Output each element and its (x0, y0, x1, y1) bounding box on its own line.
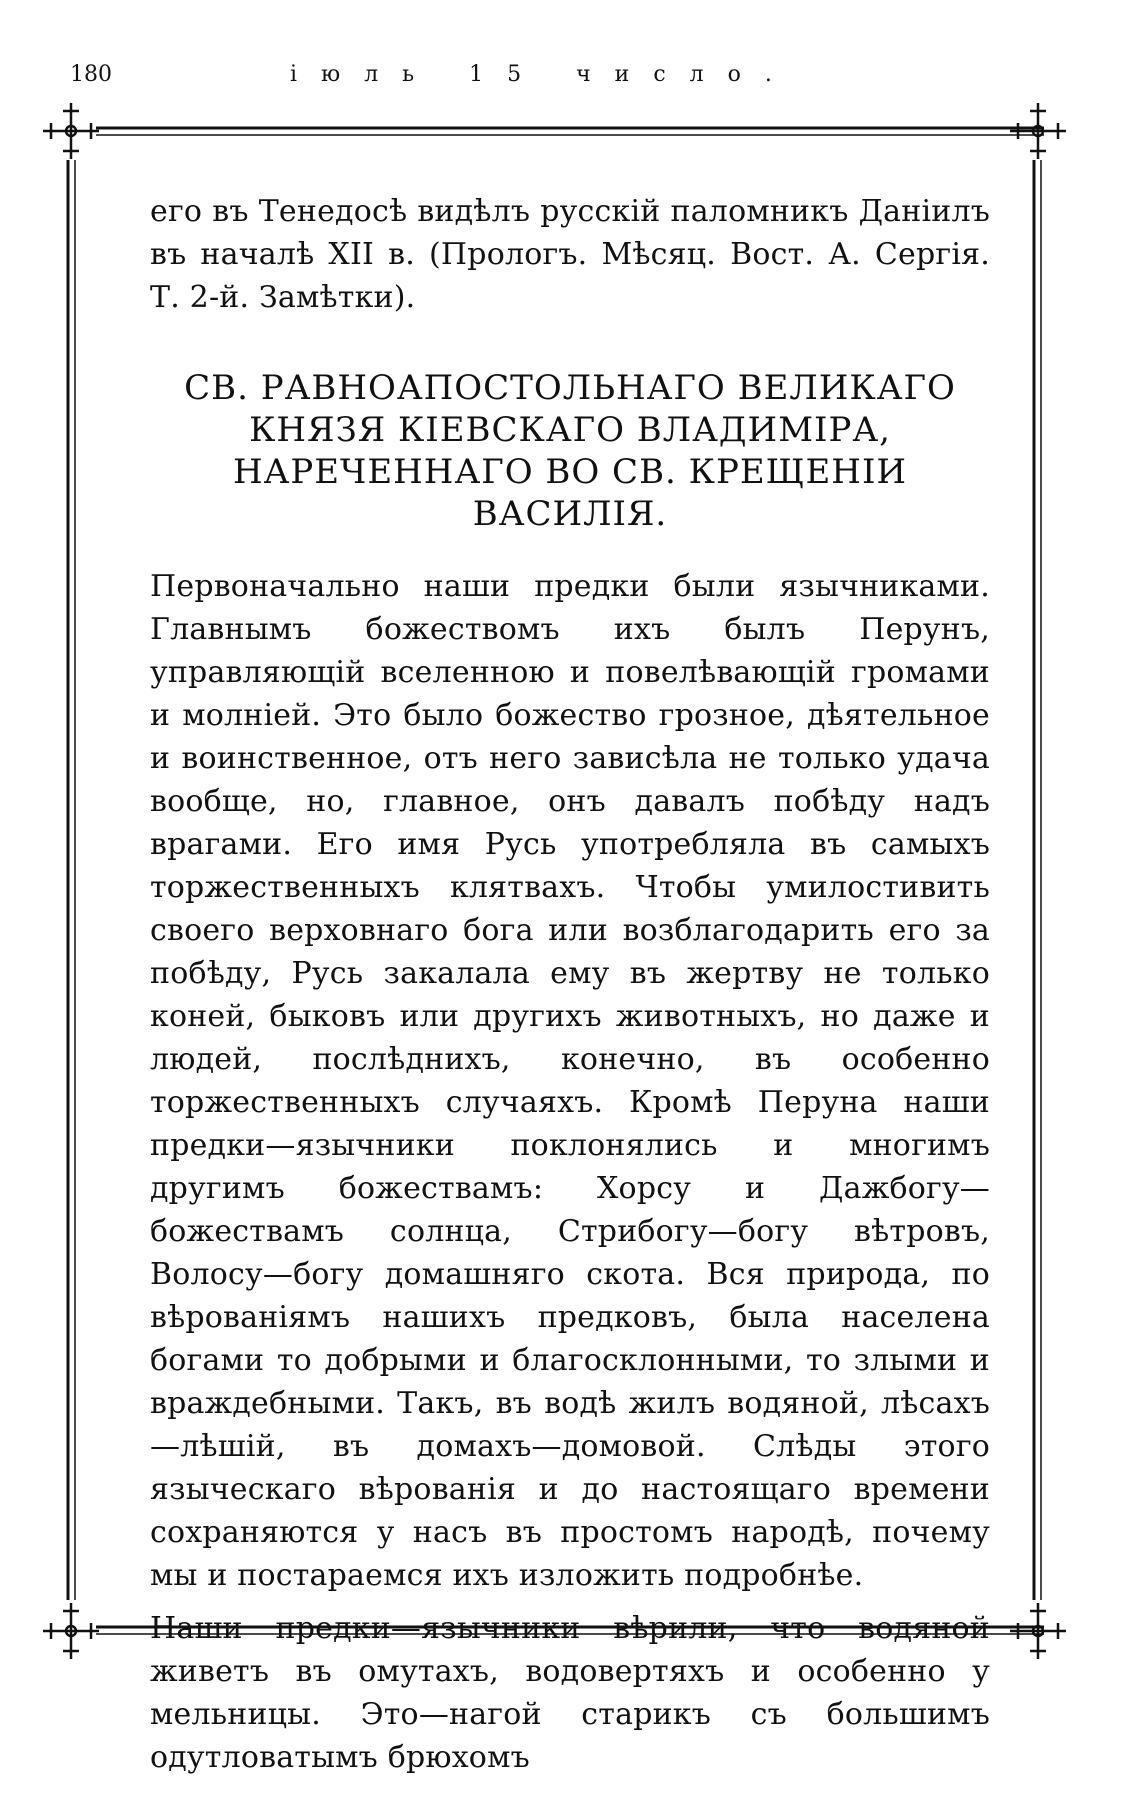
cross-ornament-icon (1010, 103, 1066, 159)
continued-paragraph: его въ Тенедосѣ видѣлъ русскій паломникъ Даніилъ въ началѣ XII в. (Прологъ. Мѣсяц. Вост. А. Сергія. Т. 2-й. Замѣтки). (150, 194, 990, 315)
cross-ornament-icon (43, 103, 99, 159)
paragraph: Первоначально наши предки были язычниками. Главнымъ божествомъ ихъ былъ Перунъ, управляющій вселенною и повелѣвающій громами и молніей. Это было божество грозное, дѣятельное и воинственное, отъ него зависѣла не только удача вообще, но, главное, онъ давалъ побѣду надъ врагами. Его имя Русь употребляла въ самыхъ торжественныхъ клятвахъ. Чтобы умилостивить своего верховнаго бога или возблагодарить его за побѣду, Русь закалала ему въ жертву не только коней, быковъ или другихъ животныхъ, но даже и людей, послѣднихъ, конечно, въ особенно торжественныхъ случаяхъ. Кромѣ Перуна наши предки—язычники поклонялись и многимъ другимъ божествамъ: Хорсу и Дажбогу—божествамъ солнца, Стрибогу—богу вѣтровъ, Волосу—богу домашняго скота. Вся природа, по вѣрованіямъ нашихъ предковъ, была населена богами то добрыми и благосклонными, то злыми и враждебными. Такъ, въ водѣ жилъ водяной, лѣсахъ—лѣшій, въ домахъ—домовой. Слѣды этого языческаго вѣрованія и до настоящаго времени сохраняются у насъ въ простомъ народѣ, почему мы и постараемся ихъ изложить подробнѣе. (150, 569, 990, 1593)
paragraph: Наши предки—язычники вѣрили, что водяной живетъ въ омутахъ, водовертяхъ и особенно у мельницы. Это—нагой старикъ съ большимъ одутловатымъ брюхомъ (150, 1611, 990, 1775)
cross-ornament-icon (43, 1603, 99, 1659)
running-head: іюль 15 число. (290, 62, 796, 87)
cross-ornament-icon (1010, 1603, 1066, 1659)
article-title: СВ. РАВНОАПОСТОЛЬНАГО ВЕЛИКАГО КНЯЗЯ КІЕВСКАГО ВЛАДИМІРА, НАРЕЧЕННАГО ВО СВ. КРЕЩЕНІИ ВАСИЛІЯ. (184, 368, 956, 534)
page-body (150, 190, 990, 1779)
page-number: 180 (70, 62, 112, 87)
